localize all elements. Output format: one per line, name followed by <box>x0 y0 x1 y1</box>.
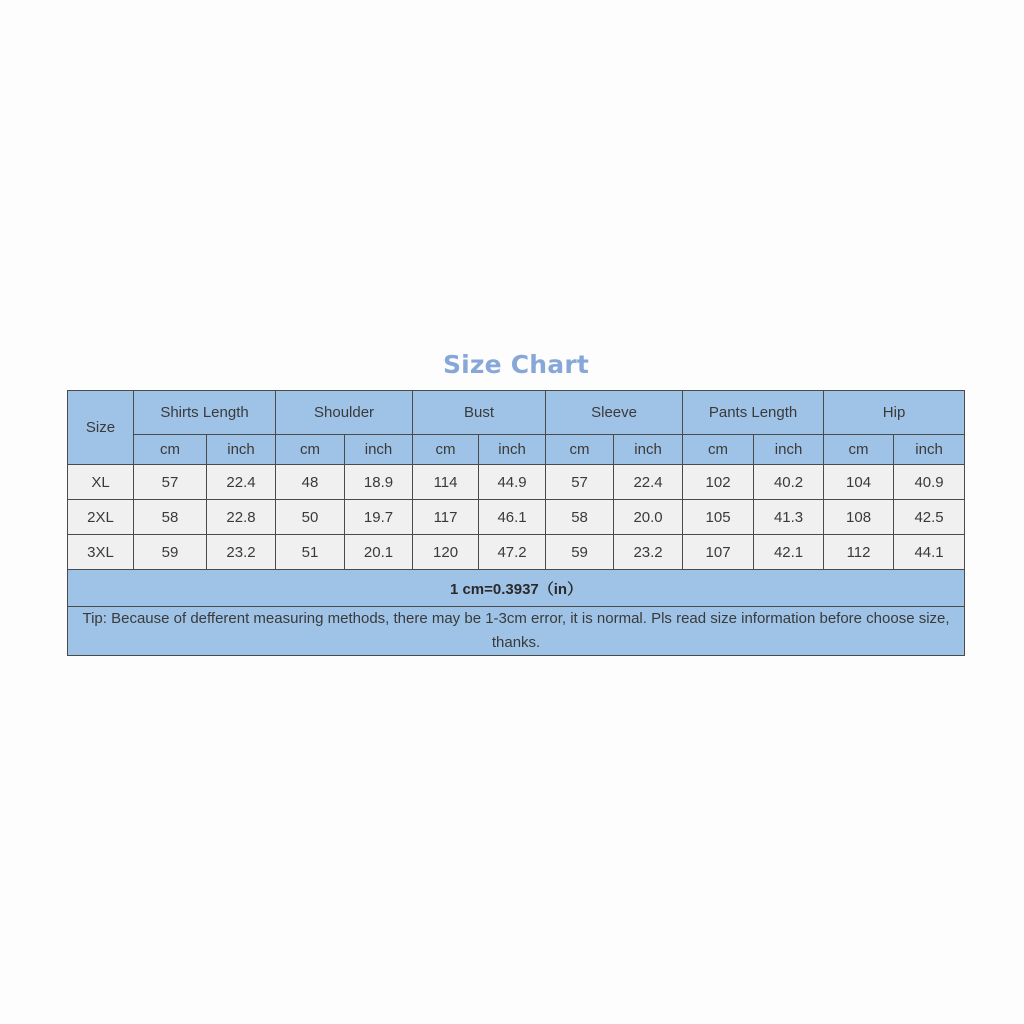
value-cell: 20.1 <box>345 535 413 570</box>
tip-row <box>68 607 965 656</box>
unit-header-row <box>68 435 965 465</box>
value-cell: 105 <box>683 500 754 535</box>
value-cell: 57 <box>134 465 207 500</box>
group-header-hip: Hip <box>824 391 965 435</box>
tip-text: Tip: Because of defferent measuring methods, there may be 1-3cm error, it is normal. Pls read size information before choose size, thanks. <box>68 607 965 656</box>
value-cell: 120 <box>413 535 479 570</box>
unit-header-inch: inch <box>754 435 824 465</box>
value-cell: 41.3 <box>754 500 824 535</box>
value-cell: 114 <box>413 465 479 500</box>
value-cell: 23.2 <box>207 535 276 570</box>
conversion-row <box>68 570 965 607</box>
value-cell: 117 <box>413 500 479 535</box>
size-cell: XL <box>68 465 134 500</box>
unit-header-inch: inch <box>614 435 683 465</box>
value-cell: 46.1 <box>479 500 546 535</box>
value-cell: 40.9 <box>894 465 965 500</box>
group-header-shoulder: Shoulder <box>276 391 413 435</box>
value-cell: 22.4 <box>614 465 683 500</box>
size-header: Size <box>68 391 134 465</box>
unit-header-cm: cm <box>824 435 894 465</box>
group-header-shirts-length: Shirts Length <box>134 391 276 435</box>
unit-header-inch: inch <box>479 435 546 465</box>
unit-header-cm: cm <box>134 435 207 465</box>
value-cell: 104 <box>824 465 894 500</box>
value-cell: 48 <box>276 465 345 500</box>
value-cell: 22.4 <box>207 465 276 500</box>
value-cell: 59 <box>134 535 207 570</box>
value-cell: 44.1 <box>894 535 965 570</box>
size-chart-title: Size Chart <box>442 350 590 379</box>
value-cell: 19.7 <box>345 500 413 535</box>
size-cell: 2XL <box>68 500 134 535</box>
value-cell: 22.8 <box>207 500 276 535</box>
unit-header-inch: inch <box>894 435 965 465</box>
value-cell: 57 <box>546 465 614 500</box>
value-cell: 58 <box>134 500 207 535</box>
value-cell: 40.2 <box>754 465 824 500</box>
unit-header-cm: cm <box>413 435 479 465</box>
unit-header-cm: cm <box>683 435 754 465</box>
value-cell: 44.9 <box>479 465 546 500</box>
table-row <box>68 500 965 535</box>
value-cell: 107 <box>683 535 754 570</box>
unit-header-cm: cm <box>276 435 345 465</box>
value-cell: 50 <box>276 500 345 535</box>
value-cell: 18.9 <box>345 465 413 500</box>
table-row <box>68 465 965 500</box>
group-header-pants-length: Pants Length <box>683 391 824 435</box>
value-cell: 20.0 <box>614 500 683 535</box>
size-cell: 3XL <box>68 535 134 570</box>
value-cell: 23.2 <box>614 535 683 570</box>
value-cell: 47.2 <box>479 535 546 570</box>
value-cell: 51 <box>276 535 345 570</box>
unit-header-cm: cm <box>546 435 614 465</box>
value-cell: 42.5 <box>894 500 965 535</box>
unit-header-inch: inch <box>207 435 276 465</box>
unit-header-inch: inch <box>345 435 413 465</box>
group-header-sleeve: Sleeve <box>546 391 683 435</box>
group-header-bust: Bust <box>413 391 546 435</box>
header-row <box>68 391 965 435</box>
conversion-note: 1 cm=0.3937（in） <box>68 570 965 607</box>
size-chart-table <box>67 390 965 656</box>
value-cell: 108 <box>824 500 894 535</box>
table-row <box>68 535 965 570</box>
value-cell: 102 <box>683 465 754 500</box>
value-cell: 58 <box>546 500 614 535</box>
value-cell: 112 <box>824 535 894 570</box>
value-cell: 59 <box>546 535 614 570</box>
value-cell: 42.1 <box>754 535 824 570</box>
